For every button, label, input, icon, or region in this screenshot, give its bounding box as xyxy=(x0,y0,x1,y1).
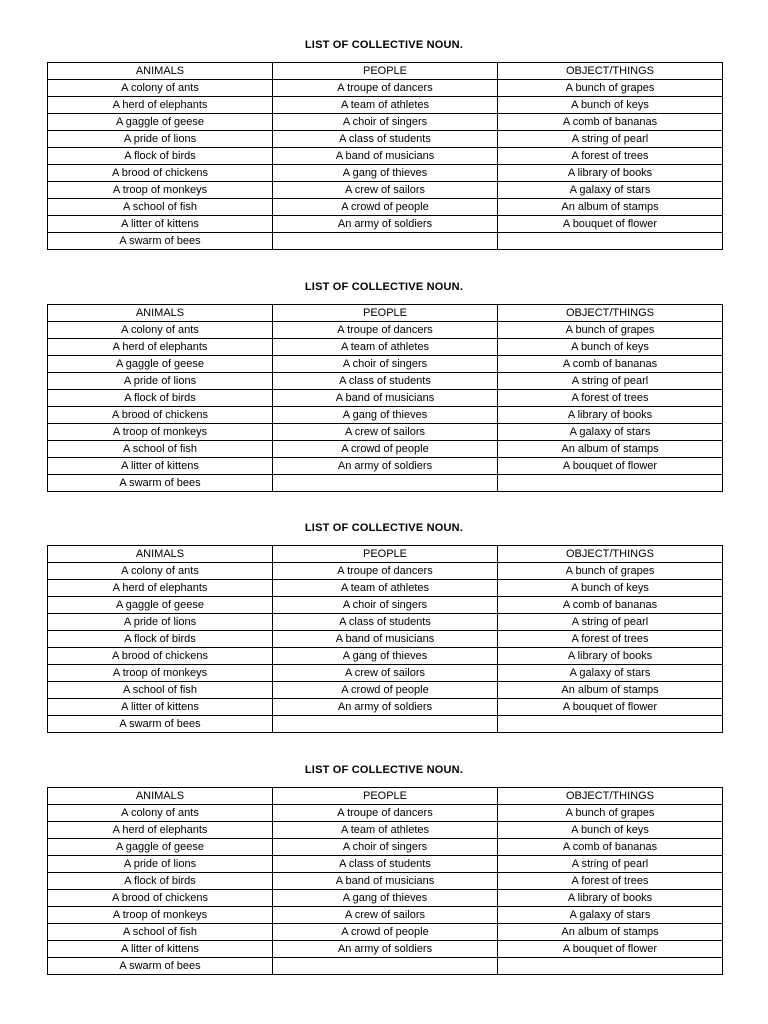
table-cell-objects: A comb of bananas xyxy=(498,839,723,856)
table-cell-objects: A forest of trees xyxy=(498,390,723,407)
table-row xyxy=(48,682,723,699)
table-cell-animals: A school of fish xyxy=(48,441,273,458)
table-cell-animals: A school of fish xyxy=(48,682,273,699)
table-cell-objects: A bunch of grapes xyxy=(498,80,723,97)
table-cell-people: An army of soldiers xyxy=(273,216,498,233)
table-cell-animals: A colony of ants xyxy=(48,805,273,822)
table-row xyxy=(48,233,723,250)
table-cell-people: A team of athletes xyxy=(273,339,498,356)
table-cell-objects: A bouquet of flower xyxy=(498,458,723,475)
table-cell-people: A gang of thieves xyxy=(273,165,498,182)
table-cell-animals: A pride of lions xyxy=(48,856,273,873)
table-row xyxy=(48,475,723,492)
table-cell-objects: A string of pearl xyxy=(498,131,723,148)
table-cell-animals: A brood of chickens xyxy=(48,165,273,182)
table-cell-animals: A school of fish xyxy=(48,924,273,941)
table-cell-people: A troupe of dancers xyxy=(273,563,498,580)
table-cell-people: An army of soldiers xyxy=(273,458,498,475)
table-row xyxy=(48,356,723,373)
table-row xyxy=(48,199,723,216)
table-cell-animals: A school of fish xyxy=(48,199,273,216)
section-title: LIST OF COLLECTIVE NOUN. xyxy=(304,281,464,293)
table-cell-objects xyxy=(498,716,723,733)
column-header-objects: OBJECT/THINGS xyxy=(498,546,723,563)
column-header-people: PEOPLE xyxy=(273,305,498,322)
table-cell-animals: A herd of elephants xyxy=(48,339,273,356)
table-row xyxy=(48,182,723,199)
column-header-objects: OBJECT/THINGS xyxy=(498,788,723,805)
table-cell-objects: A bunch of keys xyxy=(498,97,723,114)
table-cell-objects: An album of stamps xyxy=(498,924,723,941)
table-cell-animals: A troop of monkeys xyxy=(48,907,273,924)
table-cell-people: A choir of singers xyxy=(273,597,498,614)
table-cell-animals: A colony of ants xyxy=(48,563,273,580)
table-cell-objects: A bunch of grapes xyxy=(498,322,723,339)
table-cell-people xyxy=(273,958,498,975)
table-cell-animals: A troop of monkeys xyxy=(48,665,273,682)
table-cell-people: A crew of sailors xyxy=(273,182,498,199)
table-cell-objects: A galaxy of stars xyxy=(498,182,723,199)
table-cell-animals: A swarm of bees xyxy=(48,233,273,250)
table-row xyxy=(48,890,723,907)
table-cell-objects: A galaxy of stars xyxy=(498,907,723,924)
table-cell-people: A team of athletes xyxy=(273,580,498,597)
table-row xyxy=(48,458,723,475)
table-cell-animals: A herd of elephants xyxy=(48,580,273,597)
table-cell-people xyxy=(273,233,498,250)
collective-noun-table xyxy=(47,62,723,250)
table-cell-animals: A litter of kittens xyxy=(48,699,273,716)
table-cell-objects: A forest of trees xyxy=(498,873,723,890)
table-row xyxy=(48,322,723,339)
table-cell-objects: A bunch of grapes xyxy=(498,563,723,580)
table-cell-people: A band of musicians xyxy=(273,631,498,648)
table-row xyxy=(48,873,723,890)
table-row xyxy=(48,699,723,716)
section-title: LIST OF COLLECTIVE NOUN. xyxy=(304,522,464,534)
table-cell-objects: A bunch of keys xyxy=(498,339,723,356)
table-cell-animals: A litter of kittens xyxy=(48,941,273,958)
table-cell-animals: A colony of ants xyxy=(48,80,273,97)
table-cell-animals: A flock of birds xyxy=(48,148,273,165)
table-cell-objects: A bunch of keys xyxy=(498,580,723,597)
table-cell-people: A gang of thieves xyxy=(273,890,498,907)
table-cell-objects xyxy=(498,475,723,492)
table-row xyxy=(48,648,723,665)
table-cell-animals: A troop of monkeys xyxy=(48,424,273,441)
table-cell-people: A crowd of people xyxy=(273,441,498,458)
table-row xyxy=(48,373,723,390)
table-cell-people xyxy=(273,716,498,733)
table-cell-people: A crew of sailors xyxy=(273,907,498,924)
table-cell-people: An army of soldiers xyxy=(273,699,498,716)
table-cell-animals: A flock of birds xyxy=(48,390,273,407)
table-cell-objects: An album of stamps xyxy=(498,682,723,699)
column-header-animals: ANIMALS xyxy=(48,546,273,563)
table-row xyxy=(48,716,723,733)
table-row xyxy=(48,165,723,182)
table-cell-people: A class of students xyxy=(273,856,498,873)
table-cell-objects: A forest of trees xyxy=(498,631,723,648)
table-cell-people: A troupe of dancers xyxy=(273,80,498,97)
collective-noun-table xyxy=(47,545,723,733)
table-cell-animals: A gaggle of geese xyxy=(48,839,273,856)
table-cell-people: A choir of singers xyxy=(273,356,498,373)
table-cell-animals: A swarm of bees xyxy=(48,716,273,733)
table-row xyxy=(48,407,723,424)
table-cell-people: A troupe of dancers xyxy=(273,805,498,822)
table-cell-people: A choir of singers xyxy=(273,839,498,856)
column-header-people: PEOPLE xyxy=(273,788,498,805)
table-cell-people xyxy=(273,475,498,492)
table-cell-animals: A pride of lions xyxy=(48,373,273,390)
table-cell-objects: A string of pearl xyxy=(498,373,723,390)
table-cell-objects: A library of books xyxy=(498,407,723,424)
table-cell-objects: A galaxy of stars xyxy=(498,424,723,441)
table-row xyxy=(48,856,723,873)
table-header-row xyxy=(48,305,723,322)
table-cell-objects: A forest of trees xyxy=(498,148,723,165)
table-row xyxy=(48,631,723,648)
table-row xyxy=(48,131,723,148)
table-cell-objects: A string of pearl xyxy=(498,614,723,631)
table-row xyxy=(48,958,723,975)
table-cell-people: A team of athletes xyxy=(273,97,498,114)
table-cell-animals: A swarm of bees xyxy=(48,958,273,975)
table-row xyxy=(48,390,723,407)
column-header-animals: ANIMALS xyxy=(48,788,273,805)
column-header-objects: OBJECT/THINGS xyxy=(498,63,723,80)
table-row xyxy=(48,597,723,614)
table-cell-people: A band of musicians xyxy=(273,390,498,407)
column-header-animals: ANIMALS xyxy=(48,63,273,80)
table-cell-animals: A gaggle of geese xyxy=(48,356,273,373)
table-cell-animals: A litter of kittens xyxy=(48,216,273,233)
table-cell-objects xyxy=(498,958,723,975)
table-cell-objects: A library of books xyxy=(498,648,723,665)
collective-noun-table xyxy=(47,787,723,975)
table-cell-animals: A herd of elephants xyxy=(48,822,273,839)
table-cell-animals: A swarm of bees xyxy=(48,475,273,492)
table-cell-people: A team of athletes xyxy=(273,822,498,839)
table-cell-animals: A pride of lions xyxy=(48,614,273,631)
table-cell-objects xyxy=(498,233,723,250)
table-cell-people: A class of students xyxy=(273,614,498,631)
table-row xyxy=(48,424,723,441)
table-row xyxy=(48,216,723,233)
table-cell-objects: A bouquet of flower xyxy=(498,216,723,233)
table-row xyxy=(48,924,723,941)
table-cell-objects: A comb of bananas xyxy=(498,114,723,131)
table-cell-people: A gang of thieves xyxy=(273,648,498,665)
table-cell-objects: A comb of bananas xyxy=(498,597,723,614)
table-row xyxy=(48,339,723,356)
table-cell-people: A crowd of people xyxy=(273,682,498,699)
table-row xyxy=(48,148,723,165)
column-header-animals: ANIMALS xyxy=(48,305,273,322)
section-title: LIST OF COLLECTIVE NOUN. xyxy=(304,764,464,776)
table-cell-objects: A bouquet of flower xyxy=(498,941,723,958)
table-row xyxy=(48,114,723,131)
table-header-row xyxy=(48,63,723,80)
table-row xyxy=(48,941,723,958)
table-row xyxy=(48,839,723,856)
table-cell-people: A class of students xyxy=(273,131,498,148)
table-row xyxy=(48,580,723,597)
column-header-people: PEOPLE xyxy=(273,63,498,80)
table-cell-animals: A brood of chickens xyxy=(48,890,273,907)
table-row xyxy=(48,665,723,682)
section-title: LIST OF COLLECTIVE NOUN. xyxy=(304,39,464,51)
table-cell-animals: A brood of chickens xyxy=(48,407,273,424)
table-cell-objects: An album of stamps xyxy=(498,199,723,216)
table-cell-people: A crew of sailors xyxy=(273,665,498,682)
table-cell-animals: A gaggle of geese xyxy=(48,597,273,614)
table-cell-animals: A colony of ants xyxy=(48,322,273,339)
table-cell-people: A choir of singers xyxy=(273,114,498,131)
column-header-objects: OBJECT/THINGS xyxy=(498,305,723,322)
table-cell-objects: An album of stamps xyxy=(498,441,723,458)
table-cell-objects: A galaxy of stars xyxy=(498,665,723,682)
table-row xyxy=(48,563,723,580)
table-header-row xyxy=(48,788,723,805)
table-row xyxy=(48,805,723,822)
table-cell-animals: A gaggle of geese xyxy=(48,114,273,131)
table-cell-people: An army of soldiers xyxy=(273,941,498,958)
table-cell-animals: A herd of elephants xyxy=(48,97,273,114)
table-cell-people: A crowd of people xyxy=(273,199,498,216)
table-row xyxy=(48,441,723,458)
table-cell-people: A gang of thieves xyxy=(273,407,498,424)
table-cell-objects: A library of books xyxy=(498,165,723,182)
column-header-people: PEOPLE xyxy=(273,546,498,563)
table-row xyxy=(48,822,723,839)
table-cell-animals: A litter of kittens xyxy=(48,458,273,475)
table-cell-people: A troupe of dancers xyxy=(273,322,498,339)
table-cell-objects: A bouquet of flower xyxy=(498,699,723,716)
table-cell-objects: A bunch of keys xyxy=(498,822,723,839)
table-header-row xyxy=(48,546,723,563)
table-cell-objects: A library of books xyxy=(498,890,723,907)
table-cell-animals: A brood of chickens xyxy=(48,648,273,665)
table-cell-people: A band of musicians xyxy=(273,148,498,165)
table-row xyxy=(48,907,723,924)
table-cell-people: A crew of sailors xyxy=(273,424,498,441)
table-cell-objects: A string of pearl xyxy=(498,856,723,873)
table-cell-animals: A pride of lions xyxy=(48,131,273,148)
table-cell-people: A class of students xyxy=(273,373,498,390)
table-cell-objects: A bunch of grapes xyxy=(498,805,723,822)
table-cell-animals: A flock of birds xyxy=(48,873,273,890)
table-cell-people: A band of musicians xyxy=(273,873,498,890)
table-row xyxy=(48,80,723,97)
table-cell-animals: A flock of birds xyxy=(48,631,273,648)
table-row xyxy=(48,97,723,114)
table-cell-objects: A comb of bananas xyxy=(498,356,723,373)
table-cell-animals: A troop of monkeys xyxy=(48,182,273,199)
table-cell-people: A crowd of people xyxy=(273,924,498,941)
table-row xyxy=(48,614,723,631)
collective-noun-table xyxy=(47,304,723,492)
